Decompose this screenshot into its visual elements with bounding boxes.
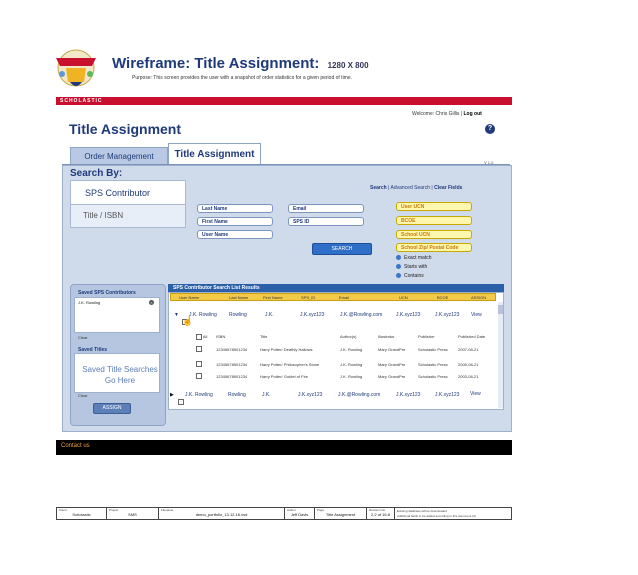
contact-us-link[interactable]: Contact us (61, 443, 90, 449)
scholastic-logo-icon (48, 44, 104, 92)
title-publisher: Scholastic Press (418, 362, 448, 367)
search-link[interactable]: Search (370, 185, 387, 191)
title-isbn: 12345678901234 (216, 374, 248, 379)
result-first-name: J.K. (265, 312, 274, 318)
title-illustrator: Mary GrandPre (378, 347, 406, 352)
result-first-name: J.K. (262, 392, 271, 398)
search-mode-label: Title / ISBN (83, 211, 124, 220)
radio-starts-with[interactable]: Starts with (396, 264, 427, 270)
result-bcoe: J.K.xyz123 (435, 312, 460, 318)
welcome-bar: Welcome: Chris Gillis | Log out (412, 111, 482, 117)
result-sps-id: J.K.xyz123 (300, 312, 325, 318)
radio-exact-match[interactable]: Exact match (396, 255, 432, 261)
sub-col-published-date[interactable]: Published Date (458, 334, 486, 339)
title-illustrator: Mary GrandPre (378, 362, 406, 367)
title-date: 2007-08-21 (458, 347, 479, 352)
sub-col-publisher[interactable]: Publisher (418, 334, 435, 339)
title-isbn: 12345678901234 (216, 347, 248, 352)
wireframe-purpose: Purpose: This screen provides the user with a snapshot of order statistics for a given period of time. (132, 75, 353, 81)
sub-col-isbn[interactable]: ISBN (216, 334, 226, 339)
col-email[interactable]: Email (339, 295, 350, 300)
result-last-name: Rowling (229, 312, 247, 318)
school-zip-input[interactable]: School Zip/ Postal Code (396, 243, 472, 252)
result-sps-id: J.K.xyz123 (298, 392, 323, 398)
bcoe-input[interactable]: BCOE (396, 216, 472, 225)
tab-order-management[interactable]: Order Management (70, 147, 168, 165)
version-label: V 1.0 (484, 160, 494, 165)
meta-client: Client Scholastic (57, 508, 107, 519)
results-column-header (170, 293, 496, 301)
result-ucn: J.K.xyz123 (396, 312, 421, 318)
radio-icon (396, 264, 401, 269)
assign-button[interactable]: ASSIGN (93, 403, 131, 414)
cursor-hand-icon: ☝ (182, 316, 194, 326)
clear-fields-link[interactable]: Clear Fields (434, 185, 463, 191)
meta-notes: Existing database will be downloaded Additional fields to be added according to this document (6) (397, 509, 476, 518)
footer-bar (56, 440, 512, 455)
title-publisher: Scholastic Press (418, 347, 448, 352)
last-name-input[interactable]: Last Name (197, 204, 273, 213)
scrollbar-thumb[interactable] (498, 305, 503, 314)
brand-bar (56, 97, 512, 105)
collapse-toggle-icon[interactable]: ▶ (170, 392, 174, 398)
title-name[interactable]: Harry Potter/ Philosopher's Stone (260, 362, 320, 367)
title-publisher: Scholastic Press (418, 374, 448, 379)
col-first-name[interactable]: First Name (263, 295, 283, 300)
saved-contributor-item[interactable]: J.K. Rowling (78, 300, 101, 305)
col-sps-id[interactable]: SPS_ID (301, 295, 316, 300)
search-links: Search | Advanced Search | Clear Fields (370, 185, 463, 191)
sub-col-all[interactable]: All (196, 334, 207, 340)
title-author: J.K. Rowling (340, 374, 363, 379)
clear-titles-link[interactable]: Clear (78, 393, 88, 398)
advanced-search-link[interactable]: Advanced Search (390, 185, 430, 191)
tab-title-assignment[interactable]: Title Assignment (168, 143, 261, 166)
user-ucn-input[interactable]: User UCN (396, 202, 472, 211)
row-checkbox[interactable] (178, 393, 184, 411)
meta-author: Author Jeff Davis (285, 508, 315, 519)
result-view-link[interactable]: View (471, 312, 482, 318)
results-scrollbar[interactable] (498, 302, 503, 408)
expand-toggle-icon[interactable]: ▼ (174, 312, 179, 318)
col-user-name[interactable]: User Name (179, 295, 200, 300)
title-author: J.K. Rowling (340, 347, 363, 352)
brand-name: SCHOLASTIC (60, 98, 103, 104)
sps-id-input[interactable]: SPS ID (288, 217, 364, 226)
title-date: 2005-08-21 (458, 362, 479, 367)
sub-col-authors[interactable]: Author(s) (340, 334, 357, 339)
result-email: J.K.@Rowling.com (338, 392, 381, 398)
sub-col-title[interactable]: Title (260, 334, 268, 339)
title-name[interactable]: Harry Potter/ Goblet of Fire (260, 374, 309, 379)
radio-icon (396, 273, 401, 278)
search-mode-label: SPS Contributor (85, 188, 151, 198)
help-icon[interactable]: ? (485, 124, 495, 134)
saved-contributors-heading: Saved SPS Contributors (78, 290, 136, 296)
title-name[interactable]: Harry Potter/ Deathly Hallows (260, 347, 313, 352)
title-illustrator: Mary GrandPre (378, 374, 406, 379)
title-isbn: 12345678901234 (216, 362, 248, 367)
results-title: SPS Contributor Search List Results (168, 284, 504, 292)
user-name-input[interactable]: User Name (197, 230, 273, 239)
radio-icon (396, 255, 401, 260)
search-button[interactable]: SEARCH (312, 243, 372, 255)
sub-col-illustrator[interactable]: Illustrator (378, 334, 395, 339)
search-by-heading: Search By: (70, 168, 123, 179)
saved-titles-placeholder: Saved Title Searches Go Here (82, 365, 158, 385)
col-last-name[interactable]: Last Name (229, 295, 249, 300)
result-ucn: J.K.xyz123 (396, 392, 421, 398)
result-user-name[interactable]: J.K. Rowling (189, 312, 217, 318)
search-mode-title-isbn[interactable] (70, 204, 186, 228)
title-checkbox[interactable] (196, 361, 202, 367)
first-name-input[interactable]: First Name (197, 217, 273, 226)
titles-subtable (192, 334, 496, 382)
document-meta-strip (56, 507, 512, 520)
title-checkbox[interactable] (196, 346, 202, 352)
email-input[interactable]: Email (288, 204, 364, 213)
wireframe-title: Wireframe: Title Assignment: 1280 X 800 (112, 55, 369, 72)
welcome-text: Welcome: Chris Gillis (412, 111, 460, 117)
search-mode-sps-contributor[interactable] (70, 180, 186, 206)
page-title: Title Assignment (69, 121, 182, 137)
result-bcoe: J.K.xyz123 (435, 392, 460, 398)
title-checkbox[interactable] (196, 373, 202, 379)
meta-page: Page Title Assignment (315, 508, 367, 519)
logout-link[interactable]: Log out (463, 111, 482, 117)
result-email: J.K.@Rowling.com (340, 312, 383, 318)
title-author: J.K. Rowling (340, 362, 363, 367)
saved-titles-heading: Saved Titles (78, 347, 108, 353)
meta-filename: Filename demo_portfolio_13.12.16.vsd (159, 508, 285, 519)
col-ucn[interactable]: UCN (399, 295, 408, 300)
remove-icon[interactable]: × (150, 300, 153, 305)
wireframe-size: 1280 X 800 (327, 61, 369, 70)
school-ucn-input[interactable]: School UCN (396, 230, 472, 239)
meta-project: Project SMS (107, 508, 159, 519)
result-view-link[interactable]: View (470, 391, 481, 397)
result-user-name[interactable]: J.K. Rowling (185, 392, 213, 398)
col-bcoe[interactable]: BCOE (437, 295, 449, 300)
result-last-name: Rowling (228, 392, 246, 398)
clear-contributors-link[interactable]: Clear (78, 335, 88, 340)
radio-contains[interactable]: Contains (396, 273, 424, 279)
title-date: 2003-08-21 (458, 374, 479, 379)
col-assign[interactable]: ASSIGN (471, 295, 487, 300)
meta-revision: Revision No 2.2 of 16.8 (367, 508, 395, 519)
